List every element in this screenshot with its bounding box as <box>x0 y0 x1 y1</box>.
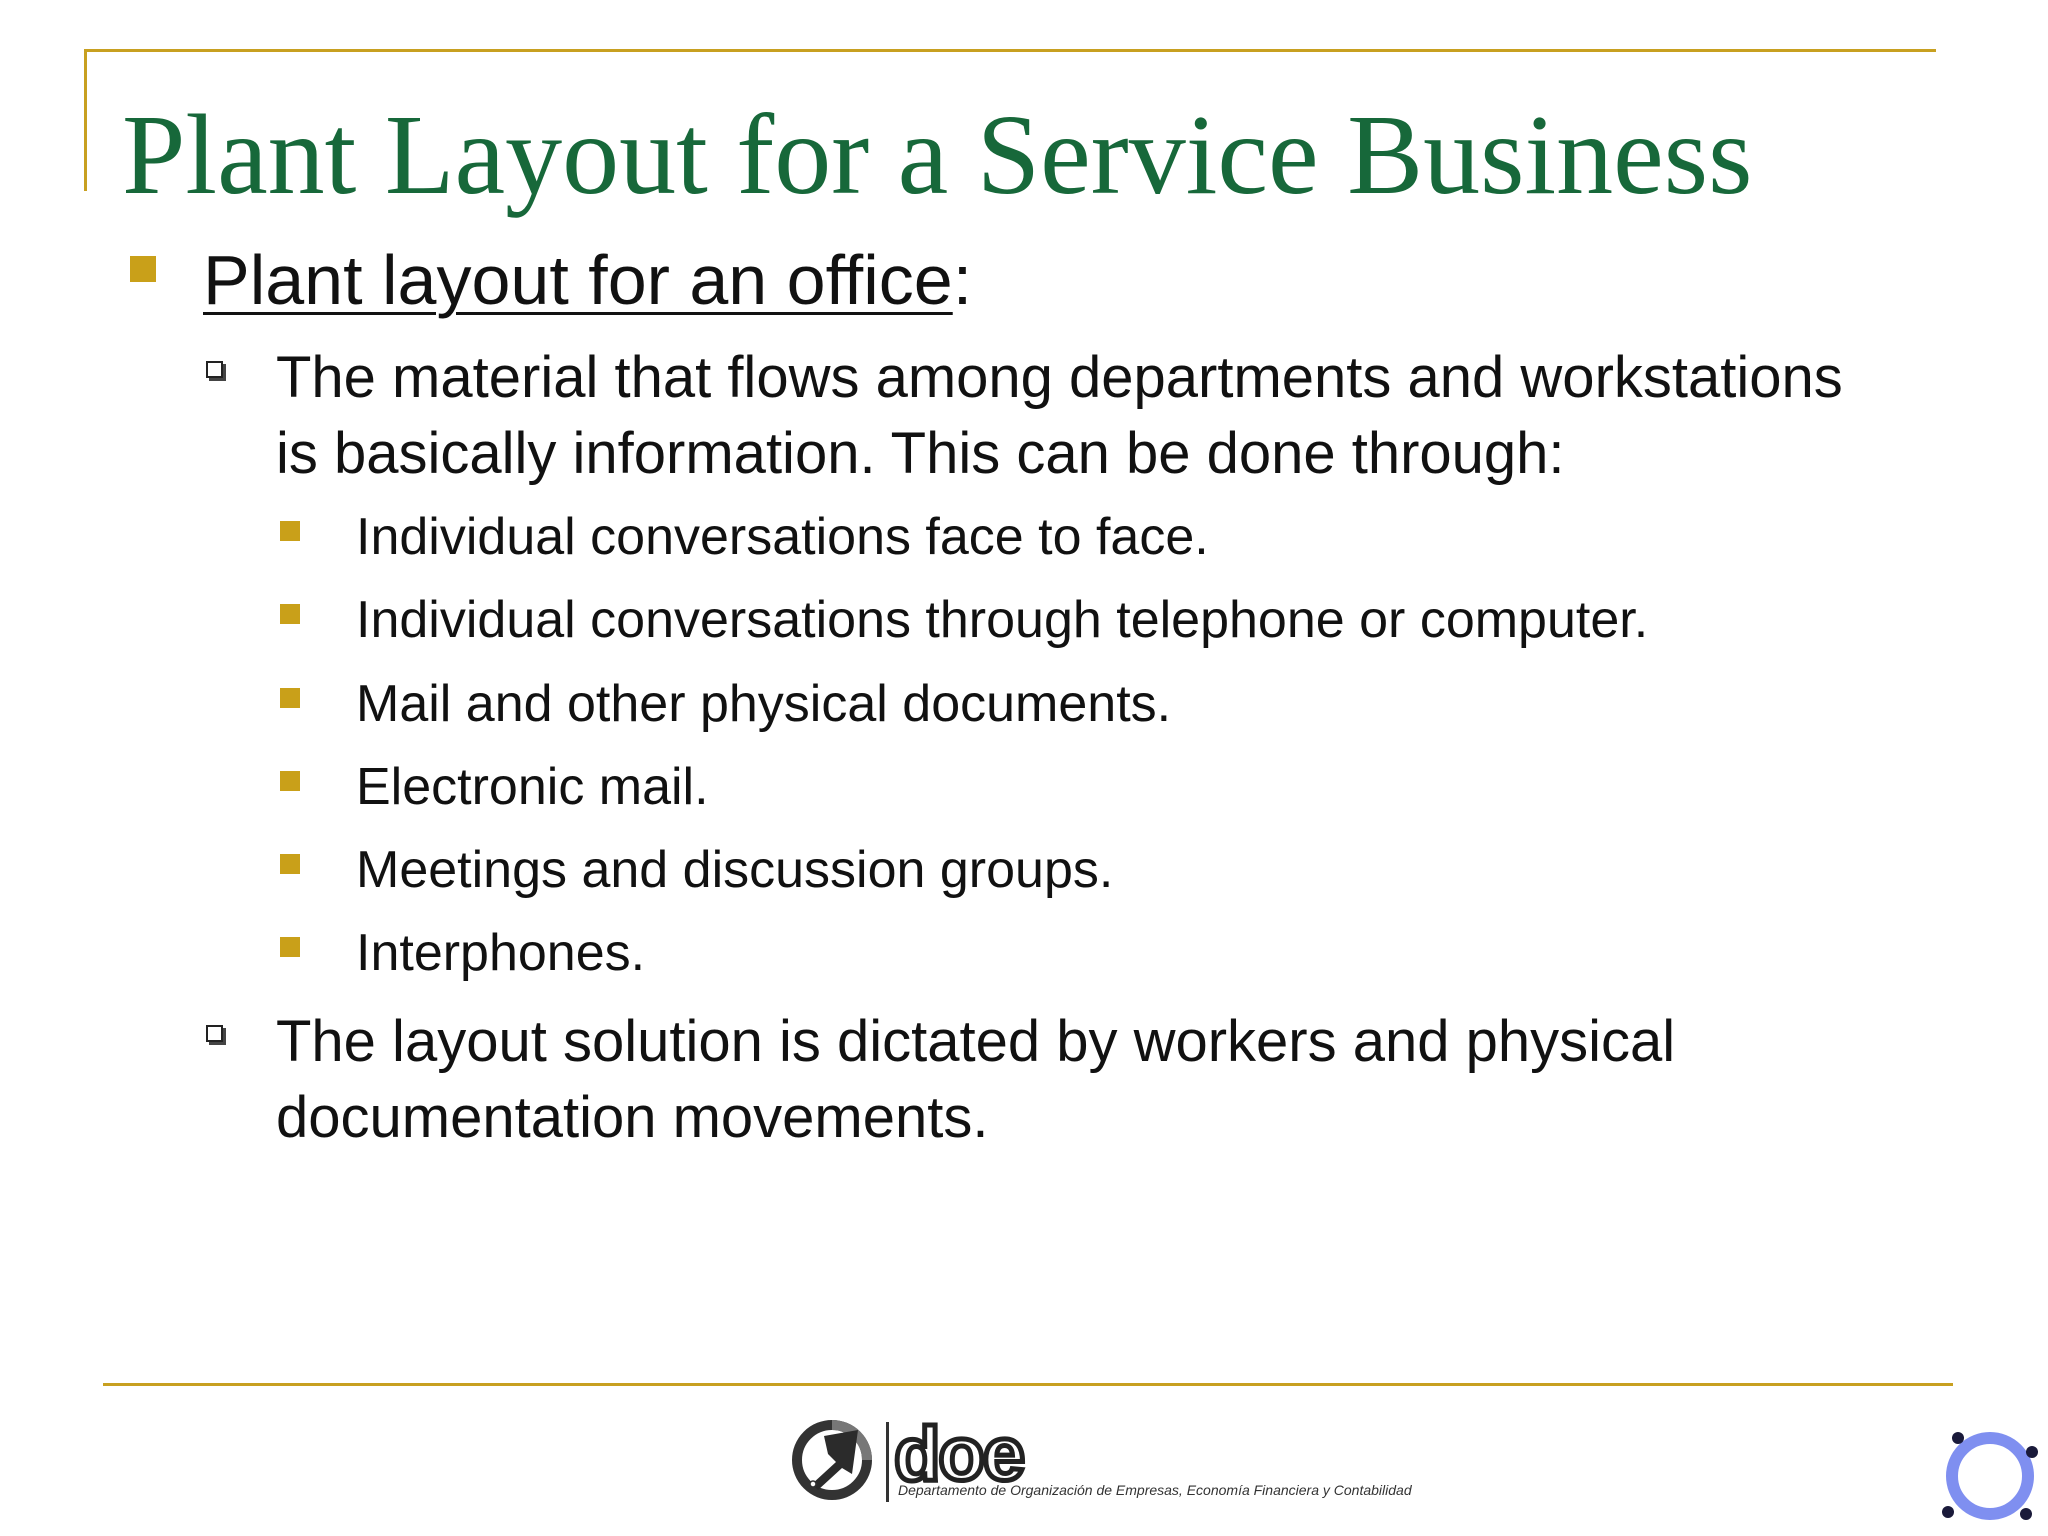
doe-logo <box>790 1414 1120 1514</box>
subpoint-5-bullet <box>280 854 300 874</box>
corner-ring-logo <box>1940 1428 2040 1524</box>
point-2-line-2: documentation movements. <box>276 1085 989 1150</box>
point-1-line-1: The material that flows among departments and workstations <box>276 345 1843 410</box>
slide-title: Plant Layout for a Service Business <box>122 91 1753 218</box>
subpoint-3-bullet <box>280 688 300 708</box>
level1-text <box>203 240 972 320</box>
left-border-line <box>84 49 87 191</box>
subpoint-4: Electronic mail. <box>356 758 709 816</box>
subpoint-4-bullet <box>280 771 300 791</box>
subpoint-1-bullet <box>280 521 300 541</box>
point-2-line-1: The layout solution is dictated by workers and physical <box>276 1009 1676 1074</box>
subpoint-2-bullet <box>280 604 300 624</box>
logo-caption: Departamento de Organización de Empresas, Economía Financiera y Contabilidad <box>898 1482 1412 1498</box>
logo-wordmark: doe <box>894 1414 1024 1497</box>
point-1-bullet <box>206 361 223 378</box>
level1-bullet <box>130 256 156 282</box>
subpoint-3: Mail and other physical documents. <box>356 675 1172 733</box>
subpoint-6-bullet <box>280 937 300 957</box>
level1-suffix: : <box>952 241 973 319</box>
logo-emblem <box>797 1425 867 1495</box>
point-2-bullet <box>206 1025 223 1042</box>
subpoint-1: Individual conversations face to face. <box>356 508 1209 566</box>
subpoint-6: Interphones. <box>356 924 646 982</box>
footer-divider <box>103 1383 1953 1386</box>
subpoint-5: Meetings and discussion groups. <box>356 841 1114 899</box>
subpoint-2: Individual conversations through telephone or computer. <box>356 591 1649 649</box>
top-border-line <box>84 49 1936 52</box>
point-1-line-2: is basically information. This can be done through: <box>276 421 1565 486</box>
level1-heading: Plant layout for an office <box>203 241 953 319</box>
